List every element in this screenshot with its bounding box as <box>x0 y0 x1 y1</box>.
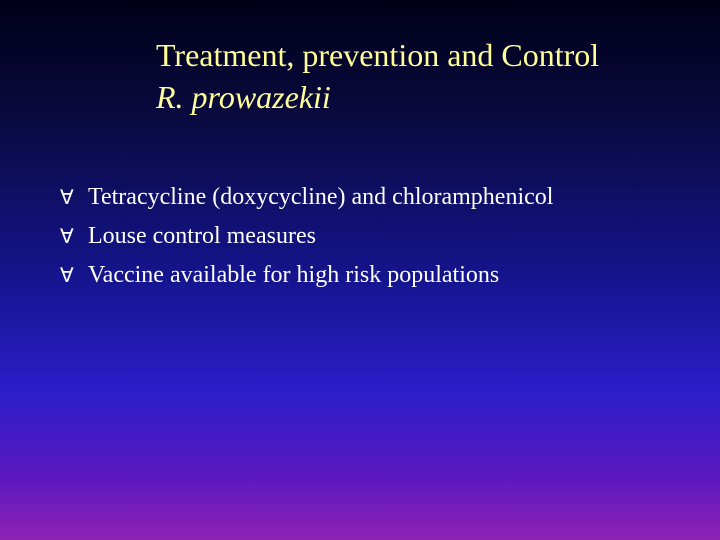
bullet-item <box>60 184 553 223</box>
bullet-item <box>60 223 553 262</box>
for-all-bullet-icon: ∀ <box>60 224 74 248</box>
bullet-text: Louse control measures <box>88 223 316 249</box>
for-all-bullet-icon: ∀ <box>60 185 74 209</box>
title-line-1: Treatment, prevention and Control <box>156 37 600 73</box>
title-line-2: R. prowazekii <box>156 79 331 115</box>
bullet-text: Tetracycline (doxycycline) and chloramphenicol <box>88 184 554 210</box>
bullet-list <box>60 184 553 301</box>
slide-title <box>156 34 599 118</box>
bullet-item <box>60 262 553 301</box>
bullet-text: Vaccine available for high risk populations <box>88 262 500 288</box>
for-all-bullet-icon: ∀ <box>60 263 74 287</box>
